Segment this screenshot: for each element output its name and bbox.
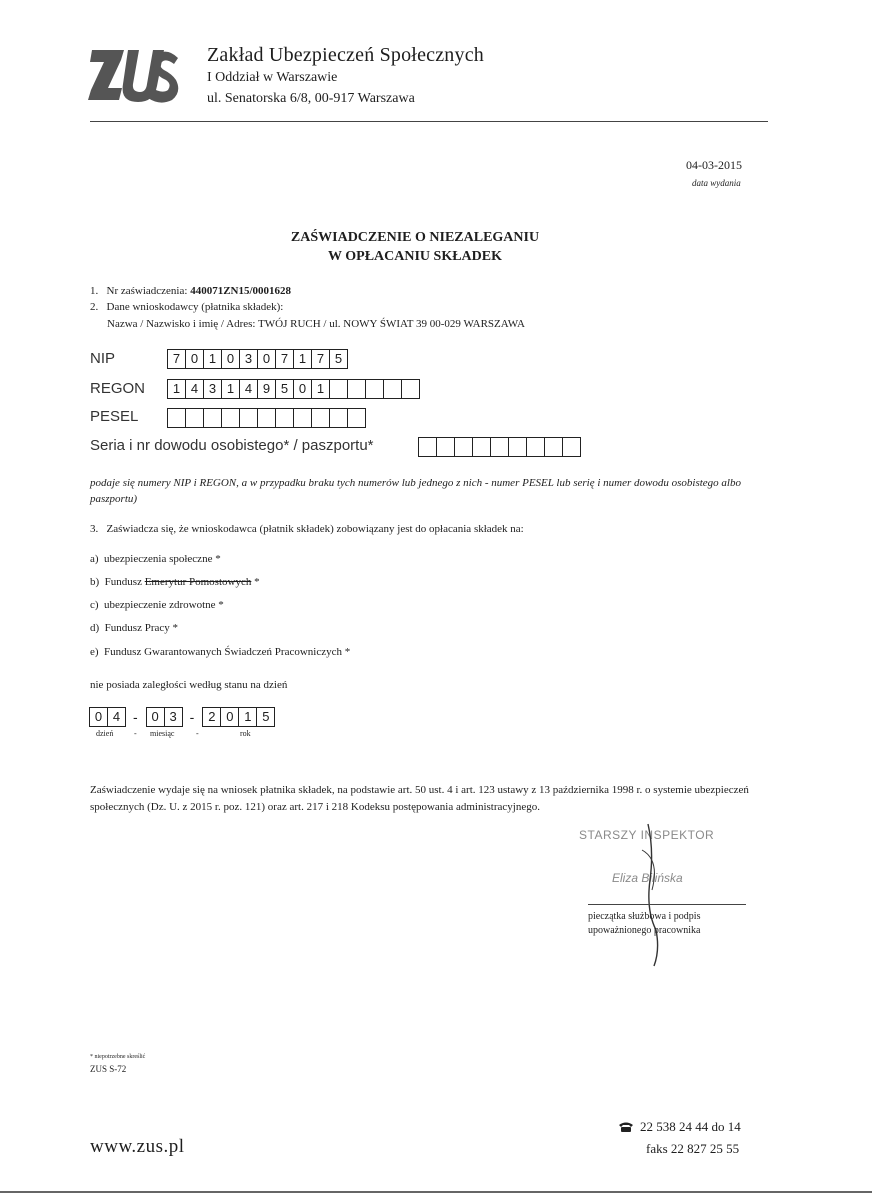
- org-name: Zakład Ubezpieczeń Społecznych: [207, 44, 484, 66]
- month-boxes: [146, 707, 182, 727]
- signature: [630, 820, 680, 970]
- pesel-digit-box: [167, 408, 186, 428]
- item-2-label: Dane wnioskodawcy (płatnika składek):: [106, 301, 284, 313]
- pesel-digit-box: [203, 408, 222, 428]
- pesel-digit-box: [221, 408, 240, 428]
- id-boxes: [418, 437, 580, 457]
- id-digit-box: [544, 437, 563, 457]
- form-code: ZUS S-72: [90, 1064, 127, 1074]
- regon-digit-box: [365, 379, 384, 399]
- regon-digit-box: 9: [257, 379, 276, 399]
- regon-digit-box: 3: [203, 379, 222, 399]
- regon-digit-box: 5: [275, 379, 294, 399]
- year-boxes: [202, 707, 274, 727]
- regon-digit-box: 4: [185, 379, 204, 399]
- pesel-digit-box: [275, 408, 294, 428]
- signature-caption: [588, 910, 700, 938]
- list-item: [90, 576, 260, 588]
- applicant-line: [107, 318, 525, 330]
- applicant-name-label: Nazwa / Nazwisko i imię / Adres:: [107, 318, 256, 330]
- status-text: nie posiada zaległości według stanu na dzień: [90, 679, 288, 691]
- list-letter: b): [90, 576, 100, 588]
- list-tail: *: [251, 576, 260, 588]
- list-letter: c): [90, 599, 99, 611]
- footnote: * niepotrzebne skreślić: [90, 1054, 146, 1060]
- date-separator: -: [134, 729, 137, 738]
- year-digit-box: 0: [220, 707, 239, 727]
- status-date: [89, 707, 274, 727]
- stamp-name: Eliza Bilińska: [612, 871, 683, 885]
- list-item: [90, 599, 224, 611]
- phone-number: 22 538 24 44 do 14: [640, 1119, 741, 1134]
- nip-digit-box: 7: [311, 349, 330, 369]
- day-boxes: [89, 707, 125, 727]
- id-digit-box: [436, 437, 455, 457]
- item-1-label: Nr zaświadczenia:: [106, 285, 188, 297]
- footer-divider: [0, 1191, 872, 1193]
- list-item: [90, 622, 178, 634]
- org-branch: I Oddział w Warszawie: [207, 70, 338, 85]
- pesel-boxes: [167, 408, 365, 428]
- nip-boxes: [167, 349, 347, 369]
- id-digit-box: [418, 437, 437, 457]
- regon-digit-box: [329, 379, 348, 399]
- id-digit-box: [562, 437, 581, 457]
- applicant-name-value: TWÓJ RUCH / ul. NOWY ŚWIAT 39 00-029 WARSZAWA: [258, 318, 525, 330]
- nip-digit-box: 0: [185, 349, 204, 369]
- date-separator: -: [196, 729, 199, 738]
- struck-text: Emerytur Pomostowych: [144, 576, 252, 588]
- date-separator: -: [133, 709, 138, 725]
- fax-number: faks 22 827 25 55: [646, 1141, 740, 1156]
- nip-digit-box: 1: [203, 349, 222, 369]
- legal-basis: Zaświadczenie wydaje się na wniosek płatnika składek, na podstawie art. 50 ust. 4 i art. 123 ustawy z 13 października 1998 r. o systemie ubezpieczeń społecznych (Dz. U. z 2015 r. poz. 121) oraz art. 217 i 218 Kodeksu postępowania administracyjnego.: [90, 784, 749, 813]
- nip-digit-box: 5: [329, 349, 348, 369]
- regon-digit-box: 4: [239, 379, 258, 399]
- id-label: Seria i nr dowodu osobistego* / paszportu*: [90, 437, 374, 454]
- list-text: Fundusz: [104, 576, 142, 588]
- website-link[interactable]: www.zus.pl: [90, 1136, 185, 1157]
- list-text: ubezpieczenia społeczne *: [104, 553, 221, 565]
- pesel-digit-box: [293, 408, 312, 428]
- phone-icon: [618, 1121, 634, 1133]
- id-digit-box: [508, 437, 527, 457]
- list-text: Fundusz Pracy *: [104, 622, 178, 634]
- nip-digit-box: 0: [257, 349, 276, 369]
- phone-line: [618, 1119, 741, 1135]
- id-digit-box: [490, 437, 509, 457]
- regon-boxes: [167, 379, 419, 399]
- item-3-num: 3.: [90, 523, 99, 535]
- org-address: ul. Senatorska 6/8, 00-917 Warszawa: [207, 91, 415, 106]
- year-digit-box: 5: [256, 707, 275, 727]
- item-3-text: Zaświadcza się, że wnioskodawca (płatnik składek) zobowiązany jest do opłacania składek na:: [106, 523, 524, 535]
- document-title: [250, 228, 580, 266]
- month-digit-box: 0: [146, 707, 165, 727]
- nip-regon-note: podaje się numery NIP i REGON, a w przypadku braku tych numerów lub jednego z nich - numer PESEL lub serię i numer dowodu osobistego albo paszportu): [90, 477, 741, 505]
- issue-date-label: data wydania: [692, 178, 741, 188]
- id-digit-box: [472, 437, 491, 457]
- title-line-2: W OPŁACANIU SKŁADEK: [328, 249, 502, 264]
- year-label: rok: [240, 729, 251, 738]
- signature-caption-2: upoważnionego pracownika: [588, 925, 701, 936]
- list-letter: a): [90, 553, 99, 565]
- list-letter: e): [90, 646, 99, 658]
- nip-digit-box: 1: [293, 349, 312, 369]
- item-2: [90, 301, 283, 313]
- regon-label: REGON: [90, 380, 146, 397]
- stamp-title: STARSZY INSPEKTOR: [579, 828, 715, 842]
- pesel-digit-box: [329, 408, 348, 428]
- year-digit-box: 2: [202, 707, 221, 727]
- list-item: [90, 553, 221, 565]
- month-digit-box: 3: [164, 707, 183, 727]
- date-separator: -: [189, 709, 195, 725]
- regon-digit-box: 0: [293, 379, 312, 399]
- certificate-number: 440071ZN15/0001628: [190, 285, 292, 297]
- nip-label: NIP: [90, 350, 116, 367]
- regon-digit-box: 1: [167, 379, 186, 399]
- day-digit-box: 4: [107, 707, 126, 727]
- signature-line: [588, 904, 746, 905]
- year-digit-box: 1: [238, 707, 257, 727]
- pesel-digit-box: [239, 408, 258, 428]
- id-digit-box: [454, 437, 473, 457]
- pesel-digit-box: [311, 408, 330, 428]
- header-divider: [90, 121, 768, 122]
- day-digit-box: 0: [89, 707, 108, 727]
- pesel-digit-box: [347, 408, 366, 428]
- list-text: Fundusz Gwarantowanych Świadczeń Pracowniczych *: [104, 646, 351, 658]
- issue-date: 04-03-2015: [686, 158, 742, 172]
- title-line-1: ZAŚWIADCZENIE O NIEZALEGANIU: [290, 230, 540, 245]
- zus-logo: [88, 44, 180, 108]
- item-1-num: 1.: [90, 285, 99, 297]
- nip-digit-box: 0: [221, 349, 240, 369]
- pesel-label: PESEL: [90, 408, 139, 425]
- nip-digit-box: 3: [239, 349, 258, 369]
- id-digit-box: [526, 437, 545, 457]
- nip-digit-box: 7: [275, 349, 294, 369]
- regon-digit-box: 1: [221, 379, 240, 399]
- regon-digit-box: [383, 379, 402, 399]
- nip-digit-box: 7: [167, 349, 186, 369]
- list-text: ubezpieczenie zdrowotne *: [104, 599, 224, 611]
- regon-digit-box: 1: [311, 379, 330, 399]
- day-label: dzień: [96, 729, 114, 738]
- list-letter: d): [90, 622, 100, 634]
- regon-digit-box: [401, 379, 420, 399]
- item-1: [90, 285, 291, 297]
- regon-digit-box: [347, 379, 366, 399]
- signature-caption-1: pieczątka służbowa i podpis: [588, 911, 701, 922]
- month-label: miesiąc: [150, 729, 175, 738]
- pesel-digit-box: [257, 408, 276, 428]
- item-2-num: 2.: [90, 301, 99, 313]
- pesel-digit-box: [185, 408, 204, 428]
- item-3: [90, 523, 524, 535]
- list-item: [90, 646, 350, 658]
